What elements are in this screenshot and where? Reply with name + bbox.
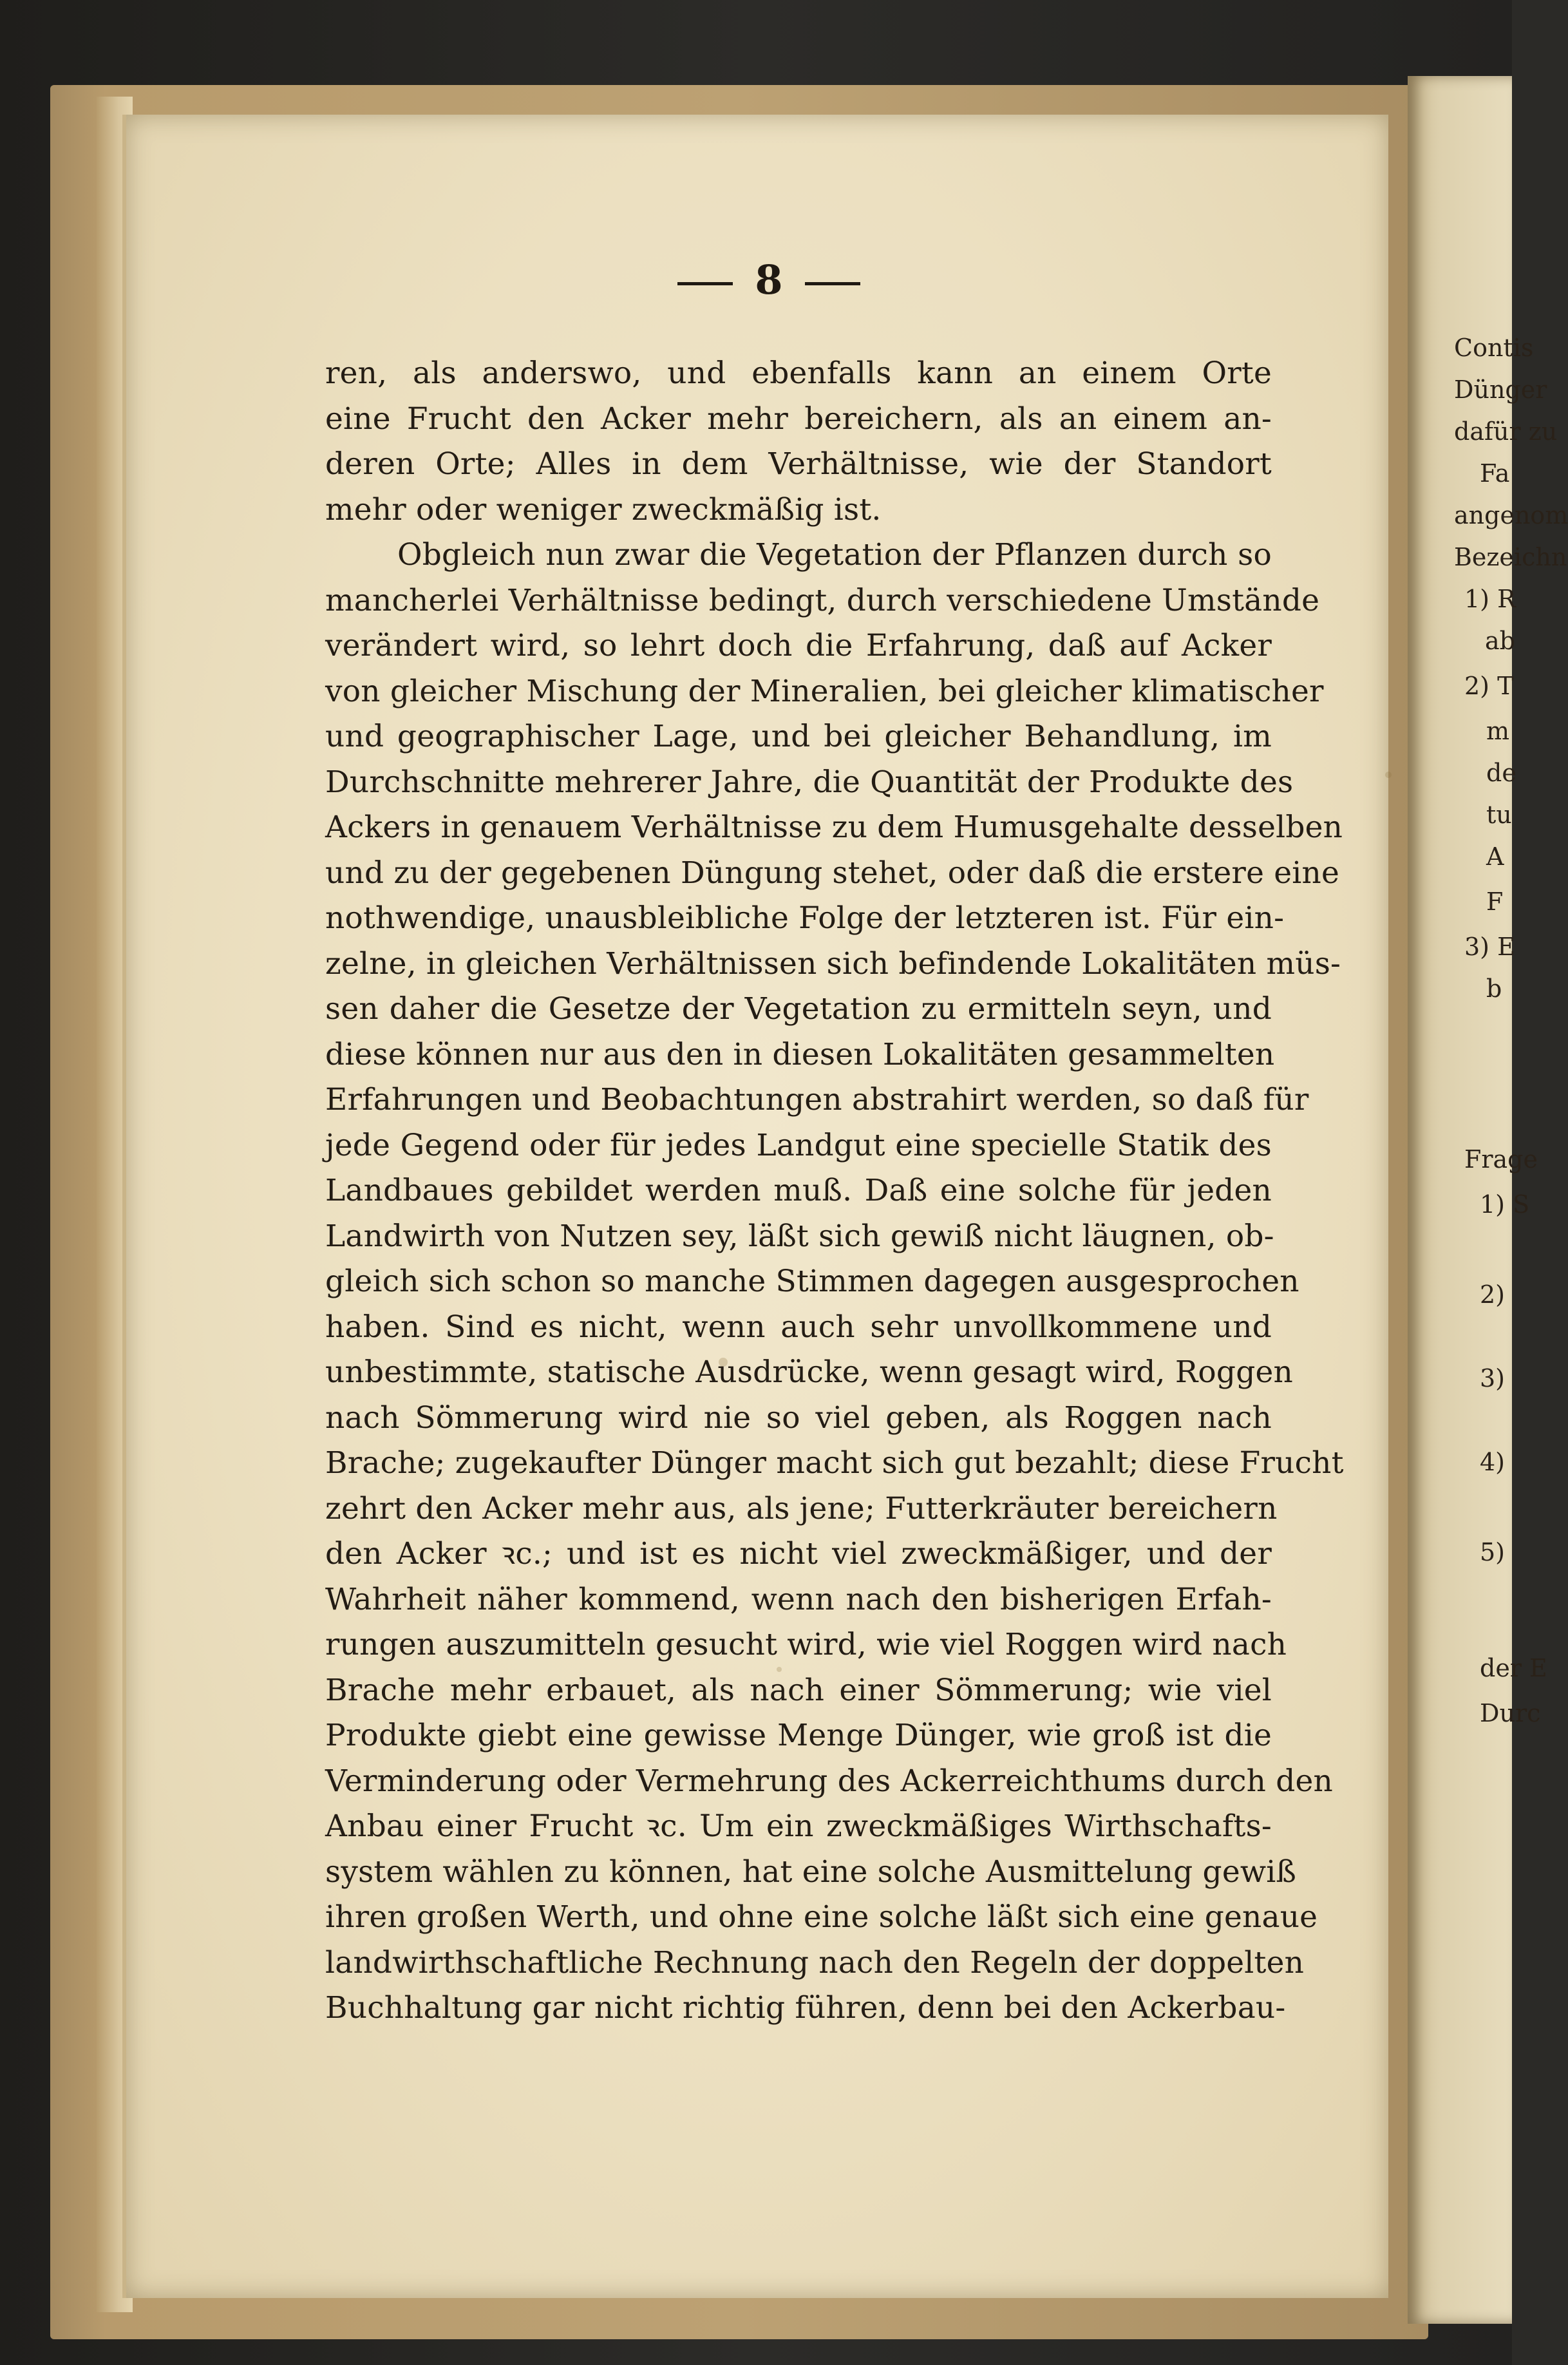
text-line: Erfahrungen und Beobachtungen abstrahirt werden, so daß für [325,1082,1309,1117]
facing-fragment: ab [1485,627,1515,655]
facing-fragment: b [1486,974,1502,1003]
text-line: unbestimmte, statische Ausdrücke, wenn gesagt wird, Roggen [325,1354,1293,1390]
text-line: und zu der gegebenen Düngung stehet, oder daß die erstere eine [325,855,1339,891]
facing-fragment: 1) R [1464,585,1516,613]
text-line: Landbaues gebildet werden muß. Daß eine solche für jeden [325,1173,1272,1208]
facing-fragment: A [1486,842,1504,871]
facing-page [1408,76,1568,2324]
paragraph-first-line: Obgleich nun zwar die Vegetation der Pflanzen durch so [397,537,1272,573]
facing-fragment: 3) [1480,1364,1506,1392]
text-line: Produkte giebt eine gewisse Menge Dünger, wie groß ist die [325,1718,1272,1753]
facing-fragment: dafür zu [1454,417,1558,446]
facing-fragment: 3) E [1464,933,1515,961]
facing-fragment: de [1486,759,1516,787]
text-line: nothwendige, unausbleibliche Folge der letzteren ist. Für ein- [325,900,1285,936]
facing-fragment: 4) [1480,1448,1506,1476]
facing-fragment: Durc [1480,1699,1541,1727]
facing-fragment: tu [1486,801,1512,829]
text-line: Anbau einer Frucht ꝛc. Um ein zweckmäßiges Wirthschafts- [325,1809,1272,1844]
facing-fragment: Frage [1464,1145,1538,1173]
page-header [0,256,1512,303]
text-line: und geographischer Lage, und bei gleicher Behandlung, im [325,719,1272,754]
text-line: Buchhaltung gar nicht richtig führen, denn bei den Ackerbau- [325,1990,1286,2026]
text-line: zelne, in gleichen Verhältnissen sich befindende Lokalitäten müs- [325,945,1341,982]
stain [1385,772,1392,778]
text-line: ihren großen Werth, und ohne eine solche läßt sich eine genaue [325,1899,1318,1935]
text-line: haben. Sind es nicht, wenn auch sehr unvollkommene und [325,1309,1272,1345]
text-line: Brache; zugekaufter Dünger macht sich gut bezahlt; diese Frucht [325,1445,1344,1481]
text-line: Brache mehr erbauet, als nach einer Sömmerung; wie viel [325,1672,1272,1708]
facing-fragment: 5) [1480,1538,1506,1566]
text-line: Wahrheit näher kommend, wenn nach den bisherigen Erfah- [325,1581,1272,1617]
text-line: eine Frucht den Acker mehr bereichern, als an einem an- [325,401,1272,437]
text-line: den Acker ꝛc.; und ist es nicht viel zweckmäßiger, und der [325,1536,1272,1572]
facing-fragment: Contis [1454,334,1534,362]
text-line: Landwirth von Nutzen sey, läßt sich gewiß nicht läugnen, ob- [325,1218,1274,1254]
facing-fragment: 2) T [1464,672,1514,700]
body-text [325,351,1344,2031]
text-line: jede Gegend oder für jedes Landgut eine specielle Statik des [325,1127,1272,1163]
text-line: mancherlei Verhältnisse bedingt, durch verschiedene Umstände [325,582,1320,618]
facing-fragment: 2) [1480,1280,1506,1309]
text-line: landwirthschaftliche Rechnung nach den Regeln der doppelten [325,1944,1305,1980]
text-line: mehr oder weniger zweckmäßig ist. [325,491,882,527]
text-line: zehrt den Acker mehr aus, als jene; Futterkräuter bereichern [325,1490,1278,1526]
facing-fragment: der E [1480,1654,1547,1682]
facing-fragment: F [1486,888,1504,916]
text-line: Verminderung oder Vermehrung des Ackerreichthums durch den [325,1763,1333,1799]
text-line: gleich sich schon so manche Stimmen dagegen ausgesprochen [325,1264,1299,1299]
facing-fragment: m [1486,717,1510,745]
text-line: rungen auszumitteln gesucht wird, wie viel Roggen wird nach [325,1627,1287,1662]
facing-fragment: Dünger [1454,375,1547,404]
text-line: sen daher die Gesetze der Vegetation zu ermitteln seyn, und [325,991,1272,1027]
facing-fragment: Bezeichn [1454,543,1567,571]
text-line: ren, als anderswo, und ebenfalls kann an einem Orte [325,356,1272,391]
facing-fragment: Fa [1480,459,1510,488]
text-line: verändert wird, so lehrt doch die Erfahrung, daß auf Acker [325,628,1272,663]
facing-fragment: 1) S [1480,1190,1530,1219]
header-dash [805,282,860,285]
text-line: deren Orte; Alles in dem Verhältnisse, wie der Standort [325,446,1272,482]
text-line: nach Sömmerung wird nie so viel geben, als Roggen nach [325,1400,1272,1436]
facing-fragment: angenom [1454,501,1568,529]
text-line: von gleicher Mischung der Mineralien, bei gleicher klimatischer [325,673,1324,709]
page-number: 8 [755,256,783,303]
text-line: Durchschnitte mehrerer Jahre, die Quantität der Produkte des [325,764,1294,800]
text-line: system wählen zu können, hat eine solche Ausmittelung gewiß [325,1854,1297,1890]
header-dash [677,282,733,285]
text-line: Ackers in genauem Verhältnisse zu dem Humusgehalte desselben [325,810,1343,845]
text-line: diese können nur aus den in diesen Lokalitäten gesammelten [325,1036,1275,1072]
